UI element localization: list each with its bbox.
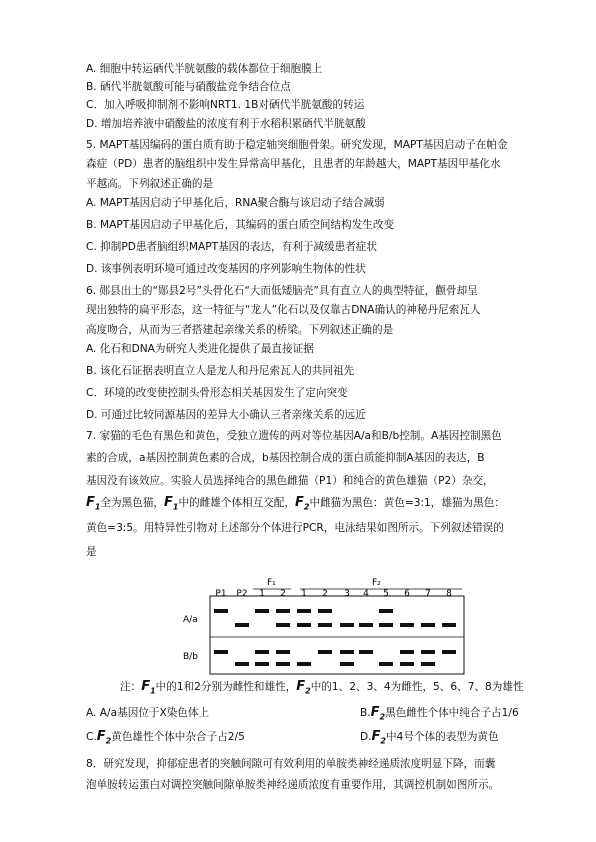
symbol-f1: $F_1$ <box>86 495 101 512</box>
gel-band <box>214 609 228 613</box>
symbol-f2: $F_2$ <box>296 679 311 696</box>
symbol-f2: $F_2$ <box>371 729 386 746</box>
q7-stem-part-a: 全为黑色猫， <box>100 497 165 509</box>
group-label-f1: F₁ <box>267 578 276 588</box>
q6-stem-line-3: 高度吻合，从而为三者搭建起亲缘关系的桥梁。下列叙述正确的是 <box>86 324 394 336</box>
q7-option-a: A. A/a基因位于X染色体上 <box>86 707 210 719</box>
gel-band <box>340 650 354 654</box>
q7-option-b: $B.F_2$黑色雌性个体中纯合子占1/6 <box>360 705 519 722</box>
q5-option-a: A. MAPT基因启动子甲基化后，RNA聚合酶与该启动子结合减弱 <box>86 197 385 209</box>
gel-band <box>318 609 332 613</box>
q4-option-b: B. 硒代半胱氨酸可能与硝酸盐竞争结合位点 <box>86 81 291 93</box>
lane-label: 3 <box>344 589 350 599</box>
q7-stem-part-c: 中雌猫为黑色：黄色=3:1，雄猫为黑色： <box>309 497 505 509</box>
lane-label: 6 <box>404 589 410 599</box>
gel-band <box>359 623 373 627</box>
q8-stem-line-2: 泡单胺转运蛋白对调控突触间隙单胺类神经递质浓度有重要作用，其调控机制如图所示。 <box>86 779 500 791</box>
gel-band <box>214 650 228 654</box>
symbol-f1: $F_1$ <box>141 679 156 696</box>
symbol-f2: $F_2$ <box>295 495 310 512</box>
q7-option-c: $C.F_2$黄色雄性个体中杂合子占2/5 <box>86 729 245 746</box>
q7-stem-line-5: 黄色=3:5。用特异性引物对上述部分个体进行PCR，电泳结果如图所示。下列叙述错误的 <box>86 522 504 534</box>
gel-band <box>255 650 269 654</box>
gel-band <box>400 623 414 627</box>
q5-option-c: C. 抑制PD患者脑组织MAPT基因的表达，有利于减缓患者症状 <box>86 241 377 253</box>
lane-label: 7 <box>425 589 431 599</box>
q4-option-c: C．加入呼吸抑制剂不影响NRT1. 1B对硒代半胱氨酸的转运 <box>86 99 365 111</box>
q4-option-d: D. 增加培养液中硝酸盐的浓度有利于水稻积累硒代半胱氨酸 <box>86 118 366 130</box>
q7-stem-part-b: 中的雌雄个体相互交配， <box>178 497 296 509</box>
q6-stem-line-1: 6. 郧县出土的“郧县2号”头骨化石“大而低矮脑壳”具有直立人的典型特征，颧骨却呈 <box>86 285 478 297</box>
q5-stem-line-2: 森症（PD）患者的脑组织中发生异常高甲基化，且患者的年龄越大，MAPT基因甲基化水 <box>86 158 501 170</box>
gel-band <box>379 623 393 627</box>
q6-stem-line-2: 现出独特的扁平形态，这一特征与“龙人”化石以及仅靠古DNA确认的神秘丹尼索瓦人 <box>86 304 481 316</box>
gel-band <box>318 623 332 627</box>
gel-band <box>318 650 332 654</box>
symbol-f2: $F_2$ <box>370 705 386 722</box>
q7-option-d: $D.F_2$中4号个体的表型为黄色 <box>360 729 499 746</box>
row-label-bb: B/b <box>183 652 198 662</box>
gel-band <box>276 609 290 613</box>
q6-option-c: C．环境的改变使控制头骨形态相关基因发生了定向突变 <box>86 387 348 399</box>
group-label-f2: F₂ <box>372 578 381 588</box>
q7-stem-line-3: 基因没有该效应。实验人员选择纯合的黑色雌猫（P1）和纯合的黄色雄猫（P2）杂交， <box>86 475 494 487</box>
gel-band <box>297 609 311 613</box>
symbol-f2: $F_2$ <box>96 729 112 746</box>
gel-band <box>235 662 249 666</box>
gel-band <box>421 650 435 654</box>
lane-label: 4 <box>363 589 369 599</box>
q4-option-a: A. 细胞中转运硒代半胱氨酸的载体都位于细胞膜上 <box>86 63 323 75</box>
gel-band <box>255 609 269 613</box>
gel-band <box>421 662 435 666</box>
lane-label: 5 <box>383 589 389 599</box>
gel-band <box>379 662 393 666</box>
gel-band <box>442 623 456 627</box>
gel-band <box>442 650 456 654</box>
row-label-aa: A/a <box>183 615 198 625</box>
gel-band <box>421 623 435 627</box>
q6-option-a: A. 化石和DNA为研究人类进化提供了最直接证据 <box>86 343 314 355</box>
lane-label: 1 <box>301 589 307 599</box>
q5-option-b: B. MAPT基因启动子甲基化后，其编码的蛋白质空间结构发生改变 <box>86 219 395 231</box>
lane-label: 2 <box>322 589 328 599</box>
q7-stem-line-1: 7. 家猫的毛色有黑色和黄色，受独立遗传的两对等位基因A/a和B/b控制。A基因控制黑色 <box>86 430 502 442</box>
symbol-f1: $F_1$ <box>164 495 179 512</box>
gel-band <box>340 623 354 627</box>
gel-band <box>340 662 354 666</box>
q7-stem-line-6: 是 <box>86 546 97 558</box>
gel-frame <box>210 596 464 674</box>
gel-band <box>276 650 290 654</box>
gel-band <box>255 662 269 666</box>
lane-label: P2 <box>236 589 248 599</box>
gel-band <box>276 662 290 666</box>
q6-option-b: B. 该化石证据表明直立人是龙人和丹尼索瓦人的共同祖先 <box>86 365 355 377</box>
q5-stem-line-3: 平越高。下列叙述正确的是 <box>86 178 214 190</box>
gel-band <box>359 650 373 654</box>
lane-label: 1 <box>259 589 265 599</box>
gel-band <box>379 609 393 613</box>
gel-band <box>400 662 414 666</box>
gel-band <box>297 623 311 627</box>
gel-band <box>297 662 311 666</box>
gel-band <box>235 623 249 627</box>
q7-stem-line-2: 素的合成，a基因控制黄色素的合成，b基因控制合成的蛋白质能抑制A基因的表达，B <box>86 452 485 464</box>
q8-stem-line-1: 8．研究发现，抑郁症患者的突触间隙可有效利用的单胺类神经递质浓度明显下降，而囊 <box>86 758 496 770</box>
gel-band <box>400 650 414 654</box>
lane-label: 8 <box>446 589 452 599</box>
q7-stem-line-4 <box>86 496 505 515</box>
gel-band <box>276 623 290 627</box>
q5-option-d: D. 该事例表明环境可通过改变基因的序列影响生物体的性状 <box>86 263 366 275</box>
q5-stem-line-1: 5. MAPT基因编码的蛋白质有助于稳定轴突细胞骨架。研究发现，MAPT基因启动子在帕金 <box>86 139 508 151</box>
lane-label: P1 <box>215 589 227 599</box>
figure-note: 注：$F_1$中的1和2分别为雌性和雄性，$F_2$中的1、2、3、4为雌性，5、6、7、8为雄性 <box>120 679 524 696</box>
q6-option-d: D. 可通过比较同源基因的差异大小确认三者亲缘关系的远近 <box>86 409 366 421</box>
lane-label: 2 <box>280 589 286 599</box>
